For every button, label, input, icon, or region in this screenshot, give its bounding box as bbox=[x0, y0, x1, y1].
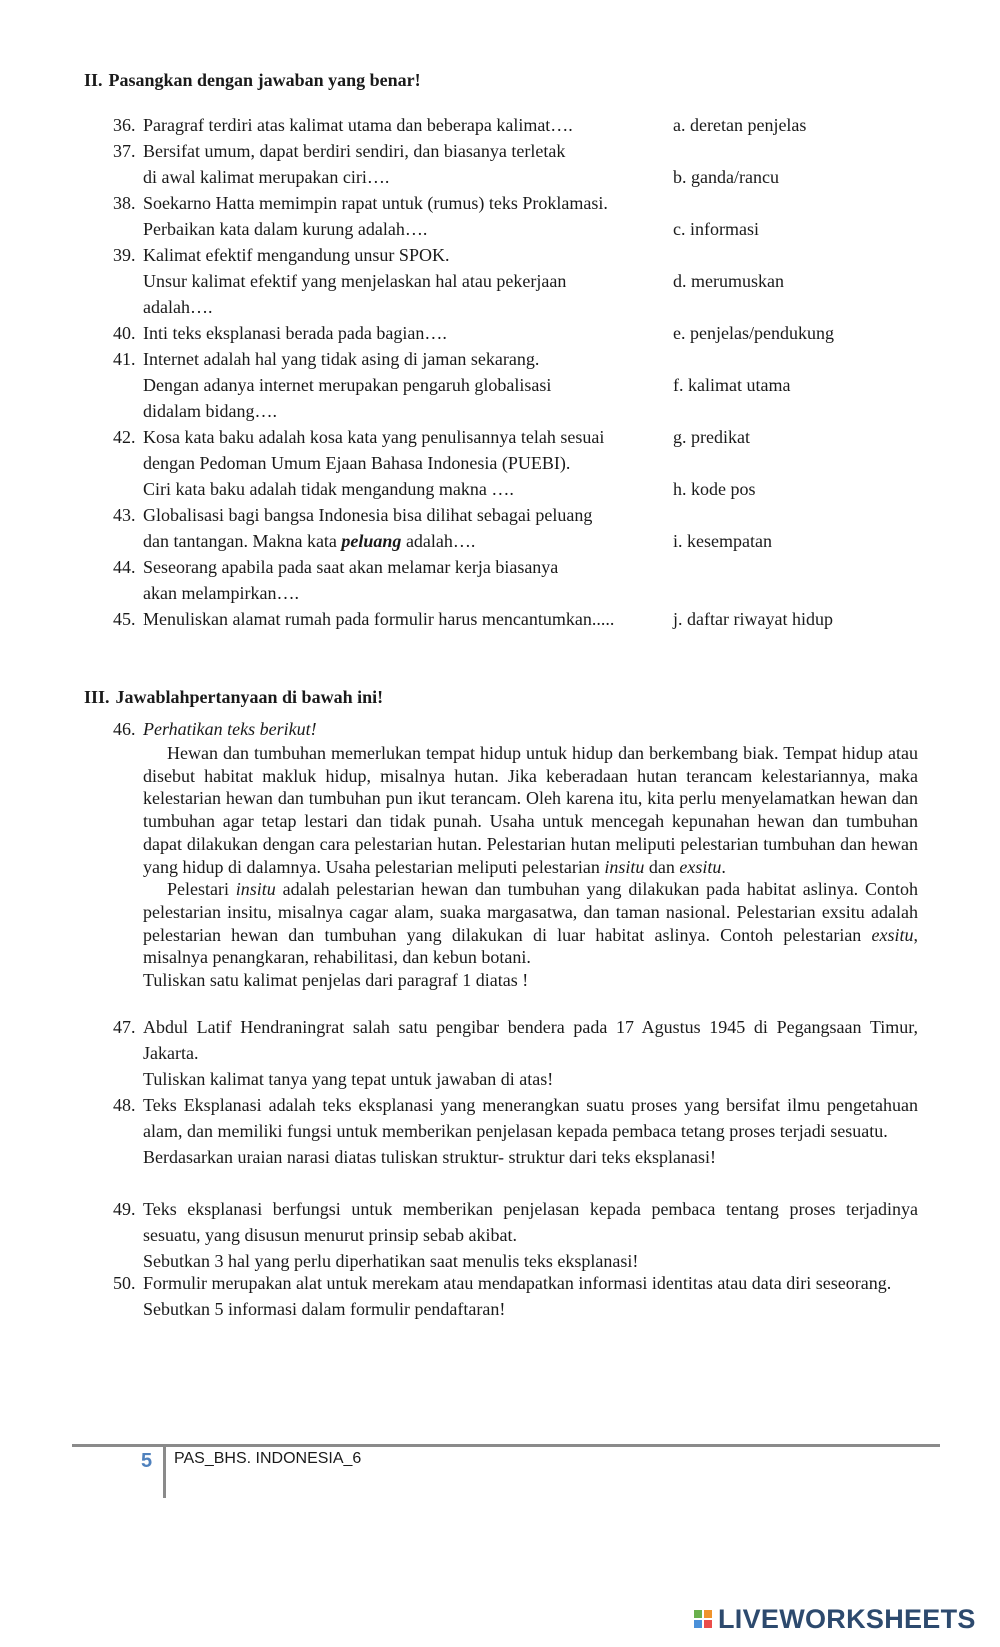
footer-title: PAS_BHS. INDONESIA_6 bbox=[174, 1450, 362, 1467]
question-49-prompt: Sebutkan 3 hal yang perlu diperhatikan saat menulis teks eksplanasi! bbox=[143, 1251, 639, 1271]
section-2-number: II. bbox=[84, 70, 103, 90]
question-number bbox=[113, 372, 143, 398]
section-3-number: III. bbox=[84, 687, 110, 707]
question-text: Soekarno Hatta memimpin rapat untuk (rumus) teks Proklamasi. bbox=[143, 193, 608, 213]
question-number bbox=[113, 476, 143, 502]
question-text: Kosa kata baku adalah kosa kata yang penulisannya telah sesuai bbox=[143, 427, 605, 447]
brand-name: LIVEWORKSHEETS bbox=[718, 1604, 976, 1634]
page-number: 5 bbox=[141, 1450, 153, 1472]
answer-option: c. informasi bbox=[673, 219, 759, 239]
question-number: 37. bbox=[113, 141, 136, 161]
question-number: 39. bbox=[113, 245, 136, 265]
matching-row bbox=[113, 346, 873, 372]
liveworksheets-logo-icon bbox=[694, 1610, 712, 1628]
question-number bbox=[113, 268, 143, 294]
question-text: adalah…. bbox=[143, 297, 213, 317]
question-number bbox=[113, 450, 143, 476]
question-49 bbox=[113, 1196, 918, 1274]
question-text: akan melampirkan…. bbox=[143, 583, 299, 603]
question-text: Internet adalah hal yang tidak asing di jaman sekarang. bbox=[143, 349, 540, 369]
answer-option bbox=[673, 554, 873, 580]
question-number: 45. bbox=[113, 609, 136, 629]
question-text: didalam bidang…. bbox=[143, 401, 277, 421]
question-number: 43. bbox=[113, 505, 136, 525]
section-3-heading bbox=[84, 684, 383, 710]
question-number: 50. bbox=[113, 1273, 136, 1293]
question-text: Menuliskan alamat rumah pada formulir harus mencantumkan..... bbox=[143, 609, 615, 629]
answer-option: f. kalimat utama bbox=[673, 375, 791, 395]
logo-square bbox=[704, 1620, 712, 1628]
matching-row bbox=[113, 476, 873, 502]
matching-row bbox=[113, 138, 873, 164]
answer-option bbox=[673, 502, 873, 528]
question-48 bbox=[113, 1092, 918, 1170]
question-number: 46. bbox=[113, 719, 136, 739]
matching-row bbox=[113, 320, 873, 346]
matching-row bbox=[113, 398, 873, 424]
matching-row bbox=[113, 268, 873, 294]
question-number: 40. bbox=[113, 323, 136, 343]
matching-row bbox=[113, 164, 873, 190]
matching-row bbox=[113, 190, 873, 216]
answer-option bbox=[673, 190, 873, 216]
question-text: Inti teks eksplanasi berada pada bagian…. bbox=[143, 323, 447, 343]
answer-option bbox=[673, 580, 873, 606]
matching-row bbox=[113, 502, 873, 528]
matching-row bbox=[113, 294, 873, 320]
logo-square bbox=[694, 1620, 702, 1628]
question-number bbox=[113, 528, 143, 554]
question-49-text: Teks eksplanasi berfungsi untuk memberikan penjelasan kepada pembaca tentang proses terjadinya sesuatu, yang disusun menurut prinsip sebab akibat. bbox=[143, 1199, 918, 1245]
answer-option bbox=[673, 450, 873, 476]
question-46-instruction: Perhatikan teks berikut! bbox=[143, 719, 317, 739]
matching-row bbox=[113, 580, 873, 606]
section-2-title: Pasangkan dengan jawaban yang benar! bbox=[108, 70, 421, 90]
question-text: Unsur kalimat efektif yang menjelaskan hal atau pekerjaan bbox=[143, 271, 567, 291]
logo-square bbox=[694, 1610, 702, 1618]
question-50 bbox=[113, 1270, 918, 1322]
section-2-heading bbox=[84, 67, 421, 93]
question-46 bbox=[113, 716, 918, 992]
matching-row bbox=[113, 372, 873, 398]
question-number: 42. bbox=[113, 427, 136, 447]
answer-option bbox=[673, 398, 873, 424]
question-number: 49. bbox=[113, 1199, 136, 1219]
answer-option: b. ganda/rancu bbox=[673, 167, 779, 187]
answer-option: j. daftar riwayat hidup bbox=[673, 609, 833, 629]
answer-option: h. kode pos bbox=[673, 479, 756, 499]
question-number bbox=[113, 580, 143, 606]
question-50-prompt: Sebutkan 5 informasi dalam formulir pendaftaran! bbox=[143, 1299, 506, 1319]
liveworksheets-brand[interactable] bbox=[694, 1606, 976, 1632]
question-number bbox=[113, 164, 143, 190]
answer-option bbox=[673, 138, 873, 164]
question-text: di awal kalimat merupakan ciri…. bbox=[143, 167, 390, 187]
question-46-prompt: Tuliskan satu kalimat penjelas dari paragraf 1 diatas ! bbox=[143, 970, 529, 991]
question-text: Seseorang apabila pada saat akan melamar kerja biasanya bbox=[143, 557, 559, 577]
section-3-title: Jawablahpertanyaan di bawah ini! bbox=[115, 687, 384, 707]
question-number bbox=[113, 216, 143, 242]
logo-square bbox=[704, 1610, 712, 1618]
matching-row bbox=[113, 242, 873, 268]
matching-row bbox=[113, 450, 873, 476]
question-46-passage bbox=[143, 742, 918, 969]
matching-row bbox=[113, 112, 873, 138]
question-number bbox=[113, 294, 143, 320]
answer-option bbox=[673, 346, 873, 372]
answer-option bbox=[673, 242, 873, 268]
question-text: dengan Pedoman Umum Ejaan Bahasa Indonesia (PUEBI). bbox=[143, 453, 571, 473]
question-number: 38. bbox=[113, 193, 136, 213]
matching-row bbox=[113, 424, 873, 450]
question-number: 44. bbox=[113, 557, 136, 577]
question-47 bbox=[113, 1014, 918, 1092]
question-number: 48. bbox=[113, 1095, 136, 1115]
answer-option: a. deretan penjelas bbox=[673, 115, 807, 135]
answer-option bbox=[673, 294, 873, 320]
question-47-prompt: Tuliskan kalimat tanya yang tepat untuk jawaban di atas! bbox=[143, 1069, 554, 1089]
footer-vertical-divider bbox=[163, 1446, 166, 1498]
question-number bbox=[113, 398, 143, 424]
question-text: Kalimat efektif mengandung unsur SPOK. bbox=[143, 245, 450, 265]
answer-option: d. merumuskan bbox=[673, 271, 784, 291]
answer-option: g. predikat bbox=[673, 427, 750, 447]
matching-row bbox=[113, 528, 873, 554]
question-text: dan tantangan. Makna kata peluang adalah…. bbox=[143, 531, 476, 551]
question-47-text: Abdul Latif Hendraningrat salah satu pengibar bendera pada 17 Agustus 1945 di Pegangsaan Timur, Jakarta. bbox=[143, 1017, 918, 1063]
question-text: Perbaikan kata dalam kurung adalah…. bbox=[143, 219, 428, 239]
answer-option: i. kesempatan bbox=[673, 531, 772, 551]
matching-row bbox=[113, 216, 873, 242]
question-text: Paragraf terdiri atas kalimat utama dan beberapa kalimat…. bbox=[143, 115, 573, 135]
matching-row bbox=[113, 554, 873, 580]
question-number: 41. bbox=[113, 349, 136, 369]
passage-paragraph-1: Hewan dan tumbuhan memerlukan tempat hidup untuk hidup dan berkembang biak. Tempat hidup atau disebut habitat makluk hidup, misalnya hutan. Jika keberadaan hutan terancam kelestariannya, maka kelestarian hewan dan tumbuhan pun ikut terancam. Oleh karena itu, kita perlu menyelamatkan hewan dan tumbuhan agar tetap lestari dan tidak punah. Usaha untuk mencegah kepunahan hewan dan tumbuhan dapat dilakukan dengan cara pelestarian hutan. Pelestarian hutan meliputi pelestarian tumbuhan dan hewan yang hidup di dalamnya. Usaha pelestarian meliputi pelestarian insitu dan exsitu. bbox=[143, 743, 918, 877]
matching-list bbox=[113, 112, 873, 632]
question-text: Globalisasi bagi bangsa Indonesia bisa dilihat sebagai peluang bbox=[143, 505, 593, 525]
question-text: Bersifat umum, dapat berdiri sendiri, dan biasanya terletak bbox=[143, 141, 566, 161]
passage-paragraph-2: Pelestari insitu adalah pelestarian hewan dan tumbuhan yang dilakukan pada habitat aslinya. Contoh pelestarian insitu, misalnya cagar alam, suaka margasatwa, dan taman nasional. Pelestarian exsitu adalah pelestarian hewan dan tumbuhan yang dilakukan di luar habitat aslinya. Contoh pelestarian exsitu, misalnya penangkaran, rehabilitasi, dan kebun botani. bbox=[143, 879, 919, 968]
question-48-text: Teks Eksplanasi adalah teks eksplanasi yang menerangkan suatu proses yang bersifat ilmu pengetahuan alam, dan memiliki fungsi untuk memberikan penjelasan kepada pembaca tetang proses terjadi sesuatu. bbox=[143, 1095, 918, 1141]
matching-row bbox=[113, 606, 873, 632]
question-text: Dengan adanya internet merupakan pengaruh globalisasi bbox=[143, 375, 552, 395]
question-number: 47. bbox=[113, 1017, 136, 1037]
question-number: 36. bbox=[113, 115, 136, 135]
answer-option: e. penjelas/pendukung bbox=[673, 323, 834, 343]
question-text: Ciri kata baku adalah tidak mengandung makna …. bbox=[143, 479, 514, 499]
question-50-text: Formulir merupakan alat untuk merekam atau mendapatkan informasi identitas atau data diri seseorang. bbox=[143, 1273, 892, 1293]
question-48-prompt: Berdasarkan uraian narasi diatas tuliskan struktur- struktur dari teks eksplanasi! bbox=[143, 1147, 716, 1167]
